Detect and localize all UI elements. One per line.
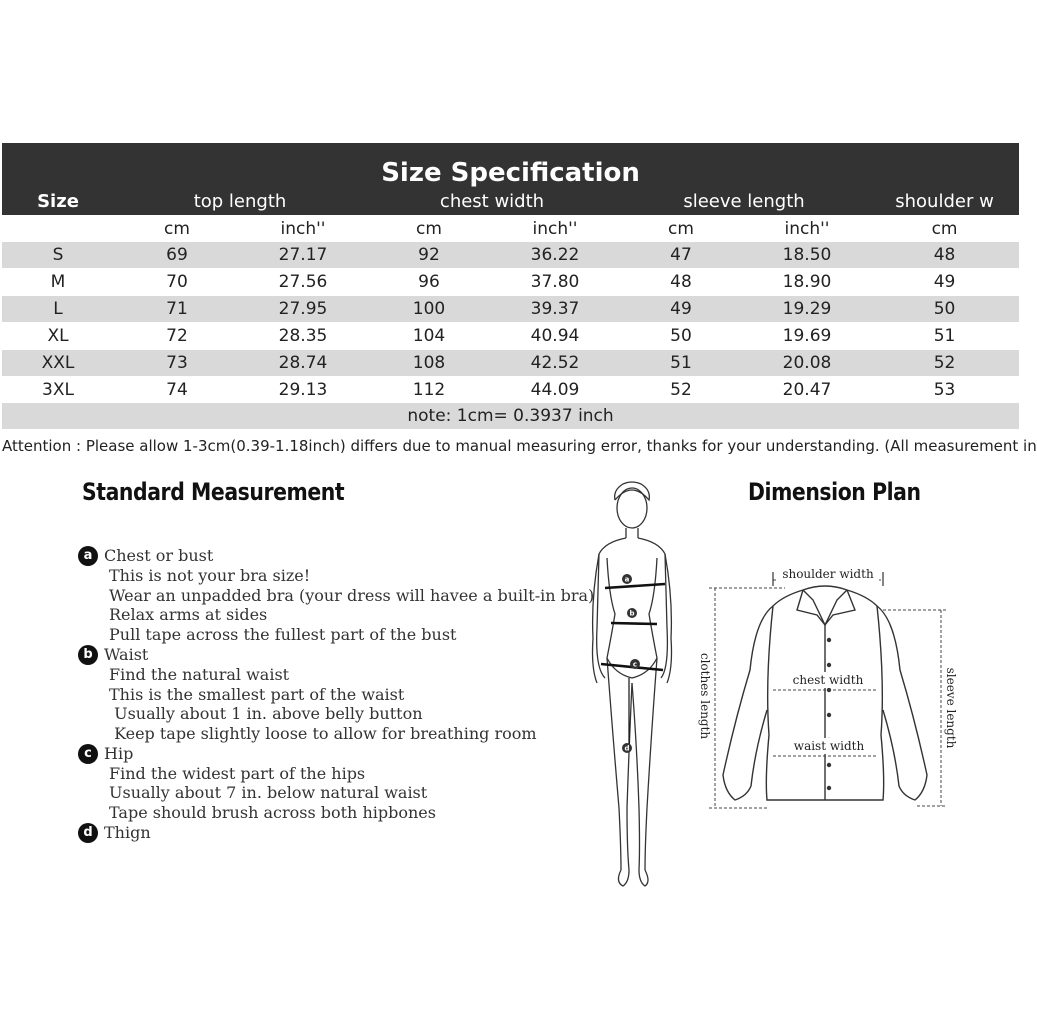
value-cell: 51 [618, 350, 744, 376]
unit-cell: inch'' [492, 215, 618, 242]
table-row [2, 323, 1019, 349]
body-figure-illustration [585, 478, 685, 893]
instruction-item-chest [78, 546, 594, 566]
size-cell: 3XL [2, 377, 114, 403]
table-row [2, 296, 1019, 322]
chest-width-label: chest width [792, 673, 864, 687]
value-cell: 73 [114, 350, 240, 376]
clothes-length-label: clothes length [698, 652, 712, 740]
table-row [2, 242, 1019, 268]
value-cell: 29.13 [240, 377, 366, 403]
value-cell: 27.56 [240, 269, 366, 295]
header-size: Size [2, 188, 114, 215]
value-cell: 51 [870, 323, 1019, 349]
instruction-title: Waist [104, 644, 149, 664]
unit-cell: cm [618, 215, 744, 242]
instruction-item-thigh [78, 823, 594, 843]
value-cell: 19.69 [744, 323, 870, 349]
unit-cell: cm [870, 215, 1019, 242]
shirt-dimension-diagram [695, 560, 958, 815]
instruction-line: Wear an unpadded bra (your dress will havee a built-in bra) [109, 585, 595, 605]
header-row [2, 188, 1019, 215]
value-cell: 50 [870, 296, 1019, 322]
value-cell: 28.74 [240, 350, 366, 376]
shoulder-width-label: shoulder width [782, 567, 874, 581]
unit-row [2, 215, 1019, 242]
size-cell: XXL [2, 350, 114, 376]
value-cell: 20.08 [744, 350, 870, 376]
instruction-line: This is the smallest part of the waist [109, 684, 405, 704]
instruction-item-waist [78, 645, 594, 665]
instruction-line: Find the widest part of the hips [109, 763, 366, 783]
waist-width-label: waist width [793, 739, 865, 753]
header-sleeve-length: sleeve length [618, 188, 870, 215]
figure-mark-b: b [629, 609, 635, 618]
header-shoulder-width: shoulder w [870, 188, 1019, 215]
value-cell: 74 [114, 377, 240, 403]
letter-a-icon: a [78, 546, 98, 566]
value-cell: 19.29 [744, 296, 870, 322]
size-cell: XL [2, 323, 114, 349]
instruction-line: Usually about 7 in. below natural waist [109, 783, 428, 803]
value-cell: 100 [366, 296, 492, 322]
table-title: Size Specification [2, 143, 1019, 188]
value-cell: 96 [366, 269, 492, 295]
instruction-item-hip [78, 744, 594, 764]
size-cell: S [2, 242, 114, 268]
value-cell: 27.95 [240, 296, 366, 322]
figure-mark-a: a [624, 575, 630, 584]
instruction-line: Tape should brush across both hipbones [109, 803, 436, 823]
size-cell: L [2, 296, 114, 322]
unit-cell: cm [366, 215, 492, 242]
measurement-instructions [78, 546, 594, 843]
instruction-line: Usually about 1 in. above belly button [109, 704, 423, 724]
conversion-note: note: 1cm= 0.3937 inch [2, 403, 1019, 429]
value-cell: 47 [618, 242, 744, 268]
header-top-length: top length [114, 188, 366, 215]
value-cell: 69 [114, 242, 240, 268]
instruction-line: This is not your bra size! [109, 566, 311, 585]
unit-cell: cm [114, 215, 240, 242]
unit-cell: inch'' [240, 215, 366, 242]
value-cell: 18.50 [744, 242, 870, 268]
size-specification-table [2, 143, 1019, 429]
value-cell: 39.37 [492, 296, 618, 322]
value-cell: 36.22 [492, 242, 618, 268]
value-cell: 112 [366, 377, 492, 403]
instruction-title: Thign [104, 822, 151, 842]
value-cell: 28.35 [240, 323, 366, 349]
size-cell: M [2, 269, 114, 295]
standard-measurement-heading: Standard Measurement [82, 478, 345, 506]
value-cell: 18.90 [744, 269, 870, 295]
attention-note: Attention : Please allow 1-3cm(0.39-1.18inch) differs due to manual measuring error, thanks for your understanding. (All measurement in [2, 437, 1037, 455]
value-cell: 70 [114, 269, 240, 295]
instruction-title: Hip [104, 743, 134, 763]
value-cell: 92 [366, 242, 492, 268]
table-row [2, 269, 1019, 295]
value-cell: 108 [366, 350, 492, 376]
instruction-line: Pull tape across the fullest part of the bust [109, 625, 457, 645]
value-cell: 20.47 [744, 377, 870, 403]
instruction-line: Relax arms at sides [109, 605, 268, 625]
value-cell: 37.80 [492, 269, 618, 295]
letter-d-icon: d [78, 823, 98, 843]
table-row [2, 350, 1019, 376]
value-cell: 53 [870, 377, 1019, 403]
value-cell: 27.17 [240, 242, 366, 268]
instruction-line: Keep tape slightly loose to allow for breathing room [109, 723, 537, 743]
value-cell: 48 [618, 269, 744, 295]
value-cell: 71 [114, 296, 240, 322]
sleeve-length-label: sleeve length [944, 667, 958, 749]
letter-c-icon: c [78, 744, 98, 764]
unit-cell: inch'' [744, 215, 870, 242]
value-cell: 44.09 [492, 377, 618, 403]
header-chest-width: chest width [366, 188, 618, 215]
table-row [2, 377, 1019, 403]
value-cell: 52 [618, 377, 744, 403]
letter-b-icon: b [78, 645, 98, 665]
instruction-line: Find the natural waist [109, 664, 290, 684]
value-cell: 49 [618, 296, 744, 322]
value-cell: 42.52 [492, 350, 618, 376]
value-cell: 104 [366, 323, 492, 349]
value-cell: 49 [870, 269, 1019, 295]
value-cell: 52 [870, 350, 1019, 376]
figure-mark-c: c [632, 660, 638, 669]
figure-mark-d: d [624, 744, 630, 753]
value-cell: 72 [114, 323, 240, 349]
dimension-plan-heading: Dimension Plan [748, 478, 921, 506]
value-cell: 48 [870, 242, 1019, 268]
value-cell: 50 [618, 323, 744, 349]
instruction-title: Chest or bust [104, 546, 214, 566]
value-cell: 40.94 [492, 323, 618, 349]
